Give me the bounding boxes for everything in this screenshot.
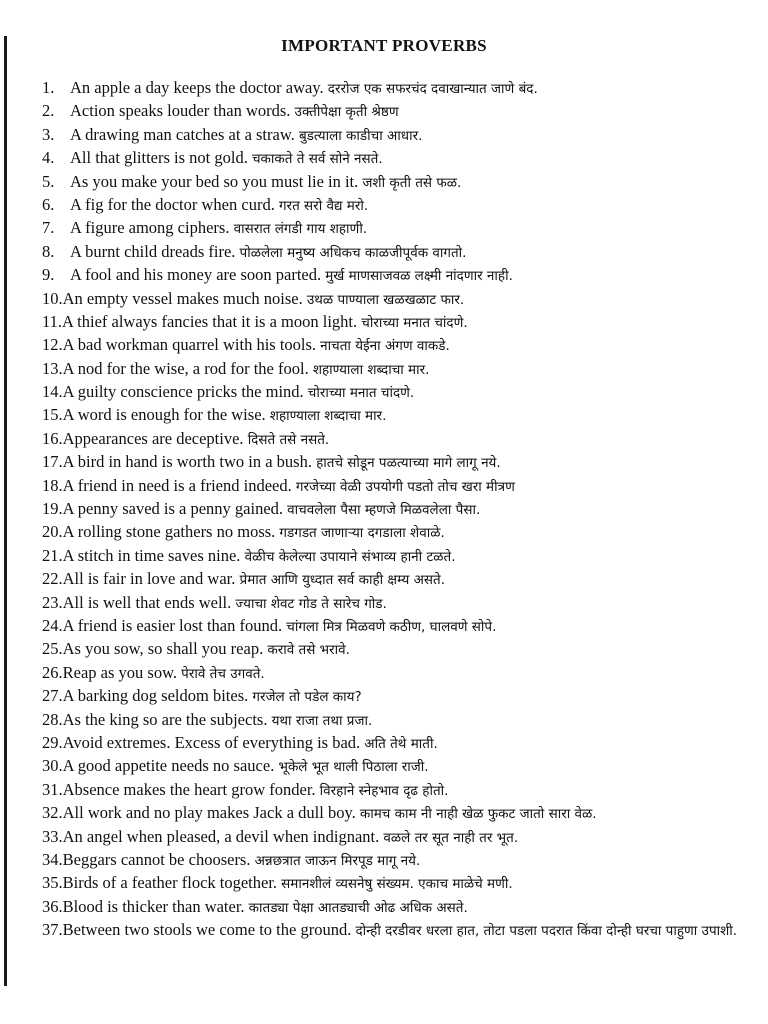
proverb-number: 22. [42, 569, 63, 589]
proverb-number: 10. [42, 288, 63, 308]
proverb-item [42, 357, 754, 380]
proverb-text [62, 310, 754, 335]
proverb-text [63, 450, 754, 475]
proverb-english: A friend in need is a friend indeed. [62, 475, 292, 495]
proverb-english: A bad workman quarrel with his tools. [62, 335, 317, 355]
proverb-text [63, 614, 754, 639]
proverb-item [42, 614, 754, 637]
proverb-text [63, 403, 754, 428]
proverb-text [63, 427, 754, 452]
proverb-number: 35. [42, 873, 63, 893]
proverb-item [42, 310, 754, 333]
proverb-number: 2. [42, 101, 55, 121]
proverb-english: A stitch in time saves nine. [62, 545, 241, 565]
proverb-number: 5. [42, 171, 55, 191]
proverb-item [42, 99, 754, 122]
proverb-english: A good appetite needs no sauce. [62, 756, 275, 776]
proverb-item [42, 123, 754, 146]
proverb-text [63, 357, 754, 382]
proverb-english: A barking dog seldom bites. [62, 686, 249, 706]
proverb-number: 27. [42, 686, 63, 706]
proverb-marathi: भूकेले भूत थाली पिठाला राजी. [278, 759, 429, 776]
proverb-text [70, 146, 754, 171]
proverb-item [42, 240, 754, 263]
proverb-text [63, 825, 754, 850]
proverb-item [42, 918, 754, 965]
proverb-number: 8. [42, 241, 55, 261]
proverb-marathi: चांगला मित्र मिळवणे कठीण, घालवणे सोपे. [286, 618, 497, 635]
proverb-english: All that glitters is not gold. [70, 148, 248, 168]
proverb-number: 25. [42, 639, 63, 659]
proverb-marathi: अति तेथे माती. [364, 735, 438, 752]
proverb-item [42, 637, 754, 660]
proverb-marathi: करावे तसे भरावे. [267, 642, 350, 659]
proverb-marathi: यथा राजा तथा प्रजा. [271, 712, 373, 729]
proverb-number: 13. [42, 358, 63, 378]
proverb-item [42, 76, 754, 99]
proverb-marathi: बुडत्याला काडीचा आधार. [298, 127, 423, 144]
proverb-number: 28. [42, 709, 63, 729]
proverb-number: 4. [42, 148, 55, 168]
proverb-item [42, 661, 754, 684]
proverb-item [42, 801, 754, 824]
proverb-marathi: दोन्ही दरडीवर धरला हात, तोटा पडला पदरात किंवा दोन्ही घरचा पाहुणा उपाशी. [355, 923, 738, 940]
proverb-english: A drawing man catches at a straw. [70, 124, 295, 144]
page-title: IMPORTANT PROVERBS [281, 36, 487, 55]
proverb-text [63, 380, 754, 405]
proverb-text [63, 708, 754, 733]
proverb-marathi: पोळलेला मनुष्य अधिकच काळजीपूर्वक वागतो. [239, 244, 467, 261]
proverb-english: As you sow, so shall you reap. [62, 639, 264, 659]
proverb-item [42, 146, 754, 169]
proverb-number: 17. [42, 452, 63, 472]
proverb-marathi: वळले तर सूत नाही तर भूत. [383, 829, 519, 846]
proverb-number: 1. [42, 78, 55, 97]
proverb-item [42, 474, 754, 497]
proverb-text [63, 474, 754, 499]
proverb-text [63, 661, 754, 686]
proverb-text [63, 567, 754, 592]
proverb-item [42, 825, 754, 848]
proverb-english: A penny saved is a penny gained. [62, 499, 284, 519]
proverb-english: Beggars cannot be choosers. [62, 849, 251, 869]
proverb-english: Avoid extremes. Excess of everything is bad. [62, 732, 361, 752]
proverb-marathi: विरहाने स्नेहभाव दृढ होतो. [319, 782, 449, 799]
proverb-english: A nod for the wise, a rod for the fool. [62, 358, 309, 378]
proverb-english: As the king so are the subjects. [62, 709, 268, 729]
proverb-number: 32. [42, 803, 63, 823]
proverb-english: Action speaks louder than words. [70, 101, 291, 121]
proverb-english: A burnt child dreads fire. [70, 241, 236, 261]
proverb-marathi: हातचे सोडून पळत्याच्या मागे लागू नये. [316, 455, 501, 472]
proverb-marathi: ज्याचा शेवट गोड ते सारेच गोड. [235, 595, 387, 612]
proverb-english: A friend is easier lost than found. [62, 615, 283, 635]
proverb-text [63, 778, 754, 803]
proverb-marathi: पेरावे तेच उगवते. [181, 665, 265, 682]
proverb-text [63, 497, 754, 522]
proverb-marathi: नाचता येईना अंगण वाकडे. [320, 338, 450, 355]
proverb-english: A fool and his money are soon parted. [70, 265, 322, 285]
proverb-text [63, 520, 754, 545]
proverb-text [63, 918, 754, 943]
proverb-marathi: चकाकते ते सर्व सोने नसते. [251, 151, 383, 168]
proverb-english: Reap as you sow. [62, 662, 178, 682]
proverb-item [42, 567, 754, 590]
proverb-english: A word is enough for the wise. [62, 405, 266, 425]
proverb-marathi: समानशीलं व्यसनेषु संख्यम. एकाच माळेचे मणी. [281, 876, 513, 893]
proverb-english: A rolling stone gathers no moss. [62, 522, 276, 542]
proverb-marathi: उथळ पाण्याला खळखळाट फार. [306, 291, 465, 308]
proverb-number: 36. [42, 896, 63, 916]
proverb-text [63, 848, 754, 873]
proverb-marathi: जशी कृती तसे फळ. [362, 174, 462, 191]
proverb-marathi: प्रेमात आणि युध्दात सर्व काही क्षम्य असते. [239, 572, 446, 589]
proverb-marathi: चोराच्या मनात चांदणे. [361, 314, 468, 331]
proverb-marathi: गडगडत जाणाऱ्या दगडाला शेवाळे. [279, 525, 445, 542]
proverb-text [63, 801, 754, 826]
proverb-marathi: कातड्या पेक्षा आतड्याची ओढ अधिक असते. [248, 899, 468, 916]
proverb-item [42, 427, 754, 450]
proverb-english: Between two stools we come to the ground. [62, 920, 352, 940]
proverb-item [42, 216, 754, 239]
proverb-marathi: वाचवलेला पैसा म्हणजे मिळवलेला पैसा. [287, 502, 481, 519]
proverb-text [70, 170, 754, 195]
proverb-marathi: मुर्ख माणसाजवळ लक्ष्मी नांदणार नाही. [325, 268, 513, 285]
proverb-text [70, 216, 754, 241]
proverb-text [70, 99, 754, 124]
proverb-english: A bird in hand is worth two in a bush. [62, 452, 312, 472]
proverb-text [63, 333, 754, 358]
proverb-english: An empty vessel makes much noise. [62, 288, 303, 308]
proverb-text [63, 895, 754, 920]
proverb-english: As you make your bed so you must lie in it. [70, 171, 359, 191]
proverb-marathi: गरजेच्या वेळी उपयोगी पडतो तोच खरा मीत्रण [295, 478, 515, 495]
proverb-number: 24. [42, 615, 63, 635]
proverb-number: 34. [42, 849, 63, 869]
proverb-number: 26. [42, 662, 63, 682]
proverb-item [42, 497, 754, 520]
proverb-item [42, 778, 754, 801]
proverb-text [63, 871, 754, 896]
proverb-number: 11. [42, 311, 63, 331]
proverb-number: 14. [42, 382, 63, 402]
proverb-marathi: कामच काम नी नाही खेळ फुकट जातो सारा वेळ. [359, 806, 597, 823]
proverb-english: Absence makes the heart grow fonder. [62, 779, 316, 799]
proverb-marathi: अन्नछत्रात जाऊन मिरपूड मागू नये. [254, 852, 421, 869]
proverb-marathi: वासरात लंगडी गाय शहाणी. [233, 221, 368, 238]
proverb-item [42, 380, 754, 403]
proverb-item [42, 403, 754, 426]
proverb-number: 30. [42, 756, 63, 776]
proverb-item [42, 871, 754, 894]
proverb-text [70, 263, 754, 288]
proverb-item [42, 591, 754, 614]
proverb-marathi: गरजेल तो पडेल काय? [252, 689, 362, 706]
proverb-text [63, 684, 754, 709]
proverb-marathi: शहाण्याला शब्दाचा मार. [312, 361, 430, 378]
proverb-item [42, 287, 754, 310]
proverb-number: 19. [42, 499, 63, 519]
proverb-english: Birds of a feather flock together. [62, 873, 278, 893]
proverb-item [42, 450, 754, 473]
proverb-item [42, 731, 754, 754]
proverb-text [63, 731, 754, 756]
proverb-number: 6. [42, 194, 55, 214]
proverb-number: 37. [42, 920, 63, 940]
proverb-english: All work and no play makes Jack a dull boy. [62, 803, 356, 823]
left-margin-rule [4, 36, 7, 986]
proverb-english: Appearances are deceptive. [62, 428, 244, 448]
proverb-item [42, 684, 754, 707]
proverb-number: 29. [42, 732, 63, 752]
proverb-marathi: दिसते तसे नसते. [247, 431, 330, 448]
proverb-text [70, 193, 754, 218]
proverb-number: 12. [42, 335, 63, 355]
proverb-text [63, 637, 754, 662]
proverb-number: 33. [42, 826, 63, 846]
proverb-marathi: दररोज एक सफरचंद दवाखान्यात जाणे बंद. [327, 81, 538, 97]
proverb-list [42, 76, 754, 965]
proverb-english: A fig for the doctor when curd. [70, 194, 275, 214]
proverb-item [42, 193, 754, 216]
proverb-marathi: चोराच्या मनात चांदणे. [307, 385, 415, 402]
proverb-item [42, 848, 754, 871]
proverb-number: 3. [42, 124, 55, 144]
proverb-number: 7. [42, 218, 55, 238]
proverb-item [42, 895, 754, 918]
proverb-item [42, 544, 754, 567]
proverb-number: 15. [42, 405, 63, 425]
proverb-english: An angel when pleased, a devil when indignant. [62, 826, 380, 846]
proverb-item [42, 333, 754, 356]
proverb-marathi: वेळीच केलेल्या उपायाने संभाव्य हानी टळते. [244, 548, 456, 565]
proverb-english: All is well that ends well. [62, 592, 232, 612]
proverb-text [70, 123, 754, 148]
proverb-number: 16. [42, 428, 63, 448]
proverb-item [42, 170, 754, 193]
proverb-item [42, 263, 754, 286]
proverb-number: 23. [42, 592, 63, 612]
proverb-marathi: उक्तीपेक्षा कृती श्रेष्ठण [294, 104, 399, 121]
proverb-number: 9. [42, 265, 55, 285]
proverb-item [42, 754, 754, 777]
proverb-english: A guilty conscience pricks the mind. [62, 382, 304, 402]
proverb-english: A thief always fancies that it is a moon light. [62, 311, 358, 331]
proverb-text [70, 76, 754, 101]
proverb-number: 18. [42, 475, 63, 495]
proverb-item [42, 708, 754, 731]
proverb-number: 20. [42, 522, 63, 542]
proverb-item [42, 520, 754, 543]
proverb-marathi: शहाण्याला शब्दाचा मार. [269, 408, 387, 425]
proverb-number: 31. [42, 779, 63, 799]
proverb-text [63, 754, 754, 779]
proverb-english: A figure among ciphers. [70, 218, 230, 238]
proverb-text [63, 287, 754, 312]
proverb-text [70, 240, 754, 265]
proverb-number: 21. [42, 545, 63, 565]
proverb-english: Blood is thicker than water. [62, 896, 245, 916]
proverb-marathi: गरत सरो वैद्य मरो. [278, 197, 369, 214]
proverb-english: An apple a day keeps the doctor away. [70, 78, 324, 97]
proverb-text [63, 591, 754, 616]
proverb-english: All is fair in love and war. [62, 569, 236, 589]
proverb-text [63, 544, 754, 569]
